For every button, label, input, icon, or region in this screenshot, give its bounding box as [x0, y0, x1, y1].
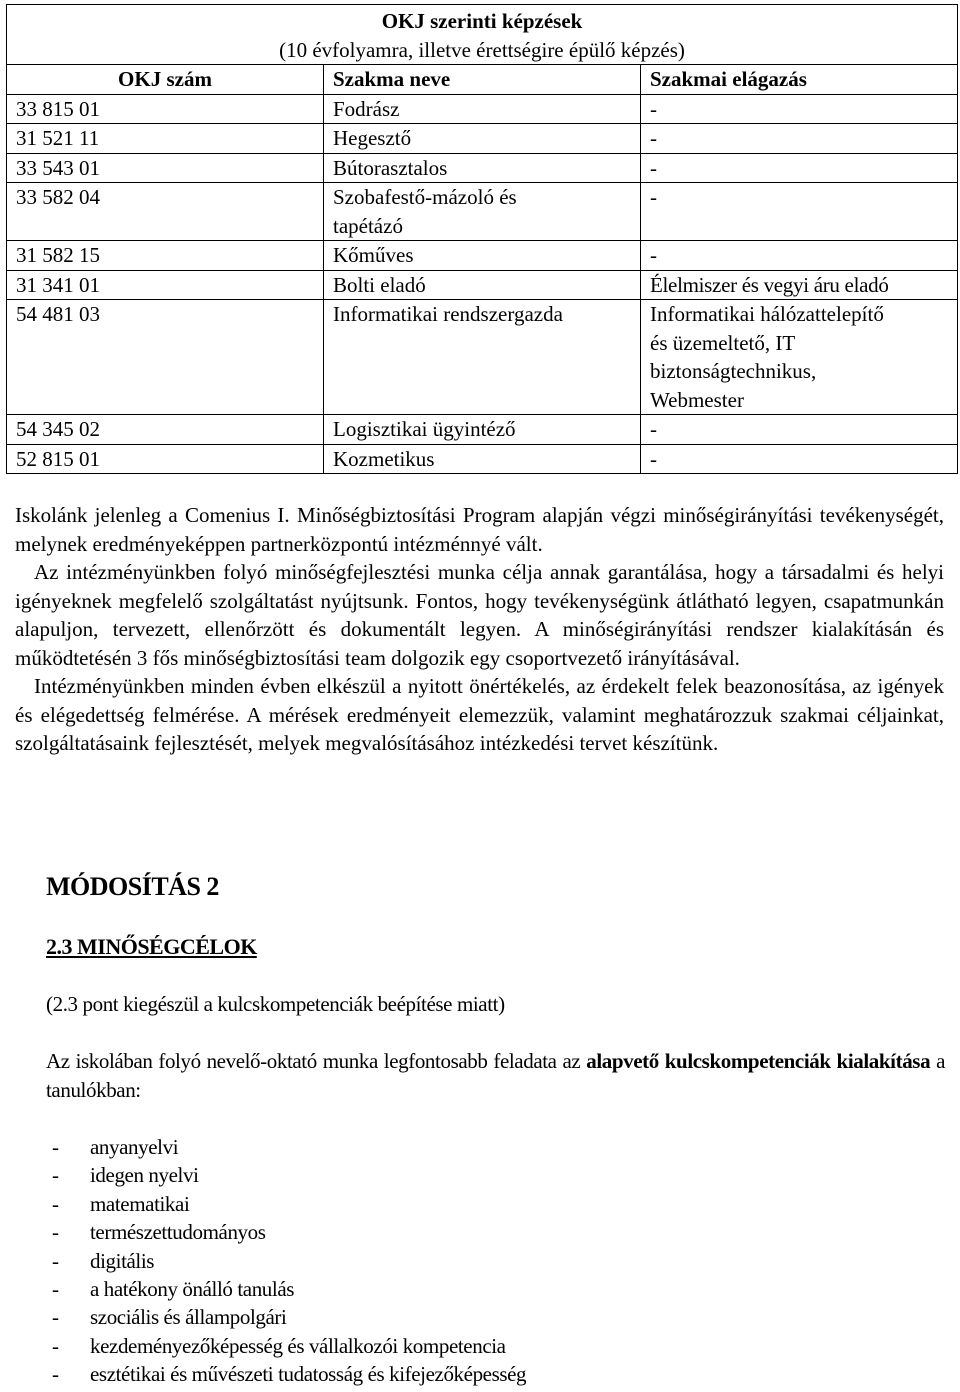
list-item: - idegen nyelvi	[52, 1163, 199, 1188]
okj-code-cell: 31 582 15	[7, 241, 324, 271]
branch-cell: Élelmiszer és vegyi áru eladó	[641, 270, 958, 300]
intro-text-start: Az iskolában folyó nevelő-oktató munka legfontosabb feladata az	[46, 1049, 581, 1073]
okj-code-cell: 33 582 04	[7, 183, 324, 241]
table-row	[7, 183, 958, 241]
competencies-intro	[46, 1047, 945, 1104]
profession-name-cell: Kozmetikus	[324, 444, 641, 474]
branch-cell: -	[641, 415, 958, 445]
okj-code-cell: 54 345 02	[7, 415, 324, 445]
branch-cell: -	[641, 153, 958, 183]
list-item: - kezdeményezőképesség és vállalkozói kompetencia	[52, 1333, 506, 1358]
header-okj-code: OKJ szám	[7, 65, 324, 95]
profession-name-cell: Bútorasztalos	[324, 153, 641, 183]
intro-text-end: a tanulókban:	[46, 1049, 946, 1102]
quality-goals-heading: 2.3 MINŐSÉGCÉLOK	[46, 934, 257, 959]
table-row	[7, 270, 958, 300]
paragraph-quality-development: Az intézményünkben folyó minőségfejlesztési munka célja annak garantálása, hogy a társadalmi és helyi igényeknek megfelelő szolgáltatást nyújtsunk. Fontos, hogy tevékenységünk átlátható legyen, csapatmunkán alapuljon, tervezett, ellenőrzött és dokumentált legyen. A minőségirányítási rendszer kialakításán és működtetésén 3 fős minőségbiztosítási team dolgozik egy csoportvezető irányításával.	[15, 560, 944, 670]
list-item: - digitális	[52, 1248, 155, 1273]
profession-name-cell: Hegesztő	[324, 124, 641, 154]
okj-code-cell: 31 521 11	[7, 124, 324, 154]
header-professional-branch: Szakmai elágazás	[641, 65, 958, 95]
intro-text-bold: alapvető kulcskompetenciák kialakítása	[586, 1049, 931, 1073]
branch-cell: -	[641, 444, 958, 474]
table-row	[7, 153, 958, 183]
okj-code-cell: 33 815 01	[7, 94, 324, 124]
table-row	[7, 444, 958, 474]
competency-list	[52, 1133, 526, 1389]
branch-cell: -	[641, 94, 958, 124]
list-item: - szociális és állampolgári	[52, 1305, 287, 1330]
okj-code-cell: 52 815 01	[7, 444, 324, 474]
list-item: - esztétikai és művészeti tudatosság és kifejezőképesség	[52, 1362, 527, 1387]
profession-name-cell: Logisztikai ügyintéző	[324, 415, 641, 445]
table-subtitle: (10 évfolyamra, illetve érettségire épülő képzés)	[7, 36, 958, 65]
table-row	[7, 124, 958, 154]
branch-cell: Informatikai hálózattelepítő és üzemeltető, IT biztonságtechnikus, Webmester	[641, 300, 958, 415]
profession-name-cell: Bolti eladó	[324, 270, 641, 300]
okj-training-table	[6, 4, 958, 474]
branch-cell: -	[641, 183, 958, 241]
profession-name-cell: Fodrász	[324, 94, 641, 124]
table-title: OKJ szerinti képzések	[7, 5, 958, 36]
modification-title: MÓDOSÍTÁS 2	[46, 872, 219, 901]
profession-name-cell: Szobafestő-mázoló és tapétázó	[324, 183, 641, 241]
table-row	[7, 415, 958, 445]
table-row	[7, 300, 958, 415]
list-item: - anyanyelvi	[52, 1135, 179, 1159]
branch-cell: -	[641, 124, 958, 154]
branch-cell: -	[641, 241, 958, 271]
paragraph-comenius: Iskolánk jelenleg a Comenius I. Minőségbiztosítási Program alapján végzi minőségirányítási tevékenységét, melynek eredményeképpen partnerközpontú intézménnyé vált.	[15, 503, 944, 556]
quality-text-block	[15, 501, 944, 758]
profession-name-cell: Kőműves	[324, 241, 641, 271]
list-item: - a hatékony önálló tanulás	[52, 1277, 295, 1302]
list-item: - természettudományos	[52, 1220, 266, 1245]
okj-code-cell: 54 481 03	[7, 300, 324, 415]
list-item: - matematikai	[52, 1191, 190, 1216]
okj-code-cell: 33 543 01	[7, 153, 324, 183]
profession-name-cell: Informatikai rendszergazda	[324, 300, 641, 415]
table-row	[7, 241, 958, 271]
section-note: (2.3 pont kiegészül a kulcskompetenciák beépítése miatt)	[46, 992, 505, 1016]
table-row	[7, 94, 958, 124]
okj-table-container	[6, 4, 957, 474]
paragraph-self-assessment: Intézményünkben minden évben elkészül a nyitott önértékelés, az érdekelt felek beazonosítása, az igények és elégedettség felmérése. A mérések eredményeit elemezzük, valamint meghatározzuk szakmai céljainkat, szolgáltatásaink fejlesztését, melyek megvalósításához intézkedési tervet készítünk.	[15, 674, 944, 755]
header-profession-name: Szakma neve	[324, 65, 641, 95]
okj-code-cell: 31 341 01	[7, 270, 324, 300]
